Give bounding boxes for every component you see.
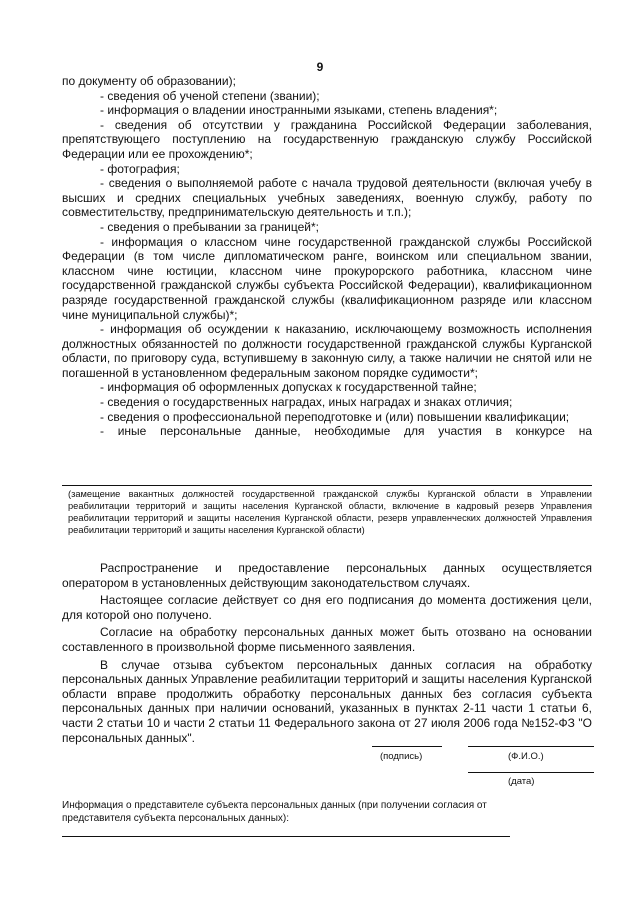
list-item: - сведения о профессиональной переподготовке и (или) повышении квалификации;	[100, 409, 570, 424]
representative-line	[62, 836, 510, 837]
list-item: - иные персональные данные, необходимые для участия в конкурсе на	[100, 424, 592, 439]
paragraph: В случае отзыва субъектом персональных данных согласия на обработку персональных данных Управление реабилитации территорий и защиты населения Курганской области вправе продолжить обработку персональных данных без согласия субъекта персональных данных при наличии оснований, указанных в пунктах 2-11 части 1 статьи 6, части 2 статьи 10 и части 2 статьи 11 Федерального закона от 27 июля 2006 года №152-ФЗ "О персональных данных".	[62, 657, 592, 745]
paragraph: Настоящее согласие действует со дня его подписания до момента достижения цели, для которой оно получено.	[62, 593, 592, 622]
representative-info: Информация о представителе субъекта персональных данных (при получении согласия от представителя субъекта персональных данных):	[62, 800, 487, 824]
list-item: по документу об образовании);	[62, 74, 236, 88]
page-number: 9	[316, 60, 324, 74]
list-item: - информация о классном чине государственной гражданской службы Российской Федерации (в том числе дипломатическом ранге, воинском или специальном звании, классном чине юстиции, классном чине прокурорского работника, классном чине государственной гражданской службы субъекта Российской Федерации), квалификационном разряде государственной гражданской службы (квалификационном разряде или классном чине муниципальной службы)*;	[62, 234, 592, 322]
date-line	[468, 772, 594, 773]
list-item: - информация об оформленных допусках к государственной тайне;	[100, 380, 477, 395]
signature-line	[372, 746, 442, 747]
fill-in-line	[62, 485, 592, 486]
consent-paragraphs	[62, 561, 592, 748]
date-label: (дата)	[508, 776, 535, 787]
fio-label: (Ф.И.О.)	[508, 751, 544, 762]
list-item: - информация о владении иностранными языками, степень владения*;	[100, 103, 498, 118]
paragraph: Распространение и предоставление персональных данных осуществляется оператором в установленных действующим законодательством случаях.	[62, 561, 592, 590]
list-item: - фотография;	[100, 161, 180, 176]
list-item: - сведения о пребывании за границей*;	[100, 219, 319, 234]
data-list	[62, 74, 592, 439]
fio-line	[468, 746, 594, 747]
list-item: - сведения об отсутствии у гражданина Российской Федерации заболевания, препятствующего поступлению на государственную гражданскую службу Российской Федерации или ее прохождению*;	[62, 117, 592, 161]
signature-label: (подпись)	[380, 751, 423, 762]
list-item: - сведения о государственных наградах, иных наградах и знаках отличия;	[100, 395, 513, 410]
list-item: - информация об осуждении к наказанию, исключающему возможность исполнения должностных обязанностей по должности государственной гражданской службы Курганской области, по приговору суда, вступившему в законную силу, а также наличии не снятой или не погашенной в установленном федеральным законом порядке судимости*;	[62, 322, 592, 380]
paragraph: Согласие на обработку персональных данных может быть отозвано на основании составленного в произвольной форме письменного заявления.	[62, 625, 592, 654]
list-item: - сведения о выполняемой работе с начала трудовой деятельности (включая учебу в высших и средних специальных учебных заведениях, военную службу, работу по совместительству, предпринимательскую деятельность и т.п.);	[62, 176, 592, 220]
purpose-note: (замещение вакантных должностей государственной гражданской службы Курганской области в Управлении реабилитации территорий и защиты населения Курганской области, включение в кадровый резерв Управления реабилитации территорий и защиты населения Курганской области, резерв управленческих должностей Управления реабилитации территорий и защиты населения Курганской области)	[68, 489, 592, 535]
list-item: - сведения об ученой степени (звании);	[100, 88, 320, 103]
